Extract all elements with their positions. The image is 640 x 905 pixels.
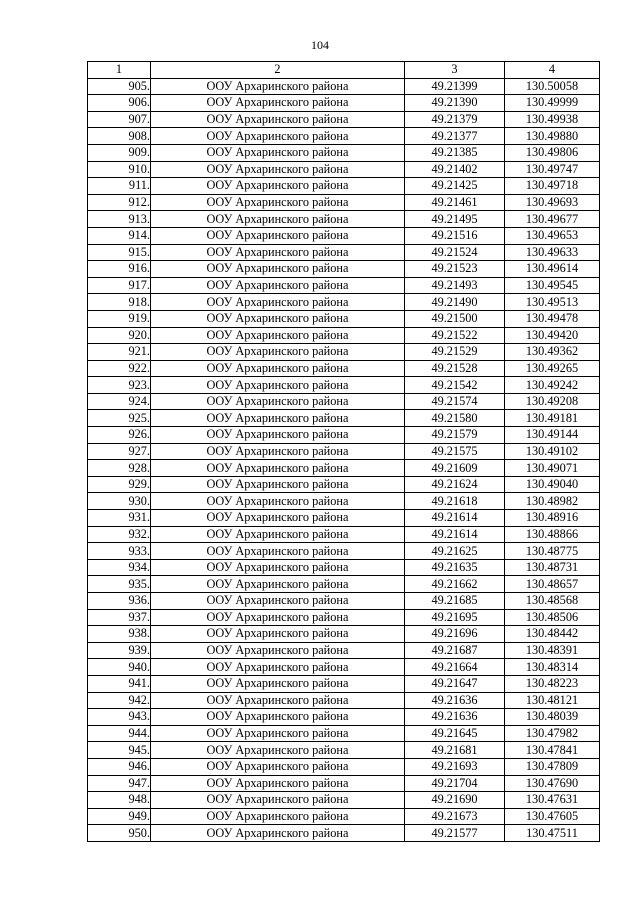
latitude-value: 49.21580 [405, 410, 505, 427]
organization-name: ООУ Архаринского района [151, 559, 405, 576]
longitude-value: 130.48731 [505, 559, 600, 576]
point-number: 923. [88, 377, 151, 394]
latitude-value: 49.21624 [405, 476, 505, 493]
organization-name: ООУ Архаринского района [151, 393, 405, 410]
table-row [88, 493, 600, 510]
longitude-value: 130.49999 [505, 95, 600, 112]
organization-name: ООУ Архаринского района [151, 111, 405, 128]
longitude-value: 130.49545 [505, 277, 600, 294]
latitude-value: 49.21379 [405, 111, 505, 128]
table-row [88, 78, 600, 95]
latitude-value: 49.21495 [405, 211, 505, 228]
organization-name: ООУ Архаринского района [151, 493, 405, 510]
table-row [88, 128, 600, 145]
point-number: 921. [88, 344, 151, 361]
organization-name: ООУ Архаринского района [151, 244, 405, 261]
organization-name: ООУ Архаринского района [151, 310, 405, 327]
latitude-value: 49.21402 [405, 161, 505, 178]
table-row [88, 277, 600, 294]
latitude-value: 49.21385 [405, 144, 505, 161]
longitude-value: 130.49040 [505, 476, 600, 493]
latitude-value: 49.21390 [405, 95, 505, 112]
point-number: 946. [88, 758, 151, 775]
longitude-value: 130.48568 [505, 593, 600, 610]
table-row [88, 211, 600, 228]
latitude-value: 49.21490 [405, 294, 505, 311]
table-row [88, 377, 600, 394]
organization-name: ООУ Архаринского района [151, 360, 405, 377]
latitude-value: 49.21704 [405, 775, 505, 792]
organization-name: ООУ Архаринского района [151, 526, 405, 543]
longitude-value: 130.48039 [505, 709, 600, 726]
point-number: 925. [88, 410, 151, 427]
longitude-value: 130.47631 [505, 792, 600, 809]
point-number: 912. [88, 194, 151, 211]
point-number: 922. [88, 360, 151, 377]
longitude-value: 130.49938 [505, 111, 600, 128]
longitude-value: 130.47605 [505, 808, 600, 825]
longitude-value: 130.49362 [505, 344, 600, 361]
organization-name: ООУ Архаринского района [151, 460, 405, 477]
longitude-value: 130.48866 [505, 526, 600, 543]
point-number: 947. [88, 775, 151, 792]
latitude-value: 49.21529 [405, 344, 505, 361]
organization-name: ООУ Архаринского района [151, 194, 405, 211]
longitude-value: 130.48314 [505, 659, 600, 676]
point-number: 911. [88, 178, 151, 195]
longitude-value: 130.48657 [505, 576, 600, 593]
table-row [88, 360, 600, 377]
longitude-value: 130.49144 [505, 427, 600, 444]
point-number: 929. [88, 476, 151, 493]
organization-name: ООУ Архаринского района [151, 427, 405, 444]
point-number: 914. [88, 227, 151, 244]
point-number: 942. [88, 692, 151, 709]
table-row [88, 161, 600, 178]
latitude-value: 49.21685 [405, 593, 505, 610]
point-number: 907. [88, 111, 151, 128]
latitude-value: 49.21647 [405, 675, 505, 692]
table-row [88, 758, 600, 775]
longitude-value: 130.49633 [505, 244, 600, 261]
longitude-value: 130.49181 [505, 410, 600, 427]
point-number: 918. [88, 294, 151, 311]
latitude-value: 49.21399 [405, 78, 505, 95]
table-row [88, 410, 600, 427]
longitude-value: 130.49653 [505, 227, 600, 244]
latitude-value: 49.21645 [405, 725, 505, 742]
latitude-value: 49.21574 [405, 393, 505, 410]
longitude-value: 130.49614 [505, 261, 600, 278]
latitude-value: 49.21662 [405, 576, 505, 593]
organization-name: ООУ Архаринского района [151, 410, 405, 427]
table-row [88, 443, 600, 460]
longitude-value: 130.49677 [505, 211, 600, 228]
point-number: 920. [88, 327, 151, 344]
latitude-value: 49.21461 [405, 194, 505, 211]
point-number: 945. [88, 742, 151, 759]
column-header-4: 4 [505, 62, 600, 79]
point-number: 917. [88, 277, 151, 294]
longitude-value: 130.48982 [505, 493, 600, 510]
organization-name: ООУ Архаринского района [151, 128, 405, 145]
latitude-value: 49.21575 [405, 443, 505, 460]
organization-name: ООУ Архаринского района [151, 510, 405, 527]
latitude-value: 49.21579 [405, 427, 505, 444]
point-number: 927. [88, 443, 151, 460]
point-number: 909. [88, 144, 151, 161]
latitude-value: 49.21524 [405, 244, 505, 261]
latitude-value: 49.21687 [405, 642, 505, 659]
point-number: 913. [88, 211, 151, 228]
organization-name: ООУ Архаринского района [151, 344, 405, 361]
longitude-value: 130.49513 [505, 294, 600, 311]
table-row [88, 675, 600, 692]
organization-name: ООУ Архаринского района [151, 294, 405, 311]
table-row [88, 543, 600, 560]
table-row [88, 327, 600, 344]
point-number: 935. [88, 576, 151, 593]
longitude-value: 130.47690 [505, 775, 600, 792]
table-row [88, 659, 600, 676]
latitude-value: 49.21614 [405, 510, 505, 527]
point-number: 906. [88, 95, 151, 112]
point-number: 940. [88, 659, 151, 676]
longitude-value: 130.47841 [505, 742, 600, 759]
latitude-value: 49.21528 [405, 360, 505, 377]
point-number: 941. [88, 675, 151, 692]
longitude-value: 130.47511 [505, 825, 600, 842]
latitude-value: 49.21635 [405, 559, 505, 576]
table-row [88, 626, 600, 643]
longitude-value: 130.47982 [505, 725, 600, 742]
table-row [88, 609, 600, 626]
table-row [88, 692, 600, 709]
table-row [88, 476, 600, 493]
latitude-value: 49.21696 [405, 626, 505, 643]
longitude-value: 130.49478 [505, 310, 600, 327]
point-number: 924. [88, 393, 151, 410]
column-header-3: 3 [405, 62, 505, 79]
longitude-value: 130.48223 [505, 675, 600, 692]
longitude-value: 130.49102 [505, 443, 600, 460]
latitude-value: 49.21577 [405, 825, 505, 842]
longitude-value: 130.49693 [505, 194, 600, 211]
organization-name: ООУ Архаринского района [151, 593, 405, 610]
point-number: 944. [88, 725, 151, 742]
longitude-value: 130.48775 [505, 543, 600, 560]
organization-name: ООУ Архаринского района [151, 642, 405, 659]
longitude-value: 130.48391 [505, 642, 600, 659]
table-row [88, 95, 600, 112]
latitude-value: 49.21681 [405, 742, 505, 759]
organization-name: ООУ Архаринского района [151, 825, 405, 842]
organization-name: ООУ Архаринского района [151, 327, 405, 344]
latitude-value: 49.21636 [405, 709, 505, 726]
organization-name: ООУ Архаринского района [151, 95, 405, 112]
point-number: 934. [88, 559, 151, 576]
point-number: 930. [88, 493, 151, 510]
table-row [88, 559, 600, 576]
column-header-1: 1 [88, 62, 151, 79]
point-number: 948. [88, 792, 151, 809]
column-header-2: 2 [151, 62, 405, 79]
table-row [88, 427, 600, 444]
organization-name: ООУ Архаринского района [151, 792, 405, 809]
table-row [88, 825, 600, 842]
point-number: 928. [88, 460, 151, 477]
table-row [88, 593, 600, 610]
table-row [88, 576, 600, 593]
latitude-value: 49.21523 [405, 261, 505, 278]
longitude-value: 130.49880 [505, 128, 600, 145]
table-body [88, 78, 600, 841]
organization-name: ООУ Архаринского района [151, 277, 405, 294]
latitude-value: 49.21500 [405, 310, 505, 327]
table-row [88, 526, 600, 543]
table-row [88, 775, 600, 792]
table-row [88, 244, 600, 261]
table-row [88, 742, 600, 759]
point-number: 936. [88, 593, 151, 610]
latitude-value: 49.21609 [405, 460, 505, 477]
longitude-value: 130.49242 [505, 377, 600, 394]
point-number: 931. [88, 510, 151, 527]
latitude-value: 49.21542 [405, 377, 505, 394]
organization-name: ООУ Архаринского района [151, 178, 405, 195]
longitude-value: 130.48506 [505, 609, 600, 626]
organization-name: ООУ Архаринского района [151, 78, 405, 95]
point-number: 949. [88, 808, 151, 825]
point-number: 910. [88, 161, 151, 178]
latitude-value: 49.21664 [405, 659, 505, 676]
organization-name: ООУ Архаринского района [151, 758, 405, 775]
table-header-row [88, 62, 600, 79]
organization-name: ООУ Архаринского района [151, 543, 405, 560]
coordinates-table [87, 61, 600, 842]
organization-name: ООУ Архаринского района [151, 675, 405, 692]
table-row [88, 261, 600, 278]
table-row [88, 344, 600, 361]
organization-name: ООУ Архаринского района [151, 476, 405, 493]
latitude-value: 49.21618 [405, 493, 505, 510]
latitude-value: 49.21522 [405, 327, 505, 344]
point-number: 908. [88, 128, 151, 145]
organization-name: ООУ Архаринского района [151, 808, 405, 825]
longitude-value: 130.48442 [505, 626, 600, 643]
organization-name: ООУ Архаринского района [151, 443, 405, 460]
longitude-value: 130.50058 [505, 78, 600, 95]
table-row [88, 227, 600, 244]
organization-name: ООУ Архаринского района [151, 211, 405, 228]
latitude-value: 49.21693 [405, 758, 505, 775]
table-row [88, 111, 600, 128]
organization-name: ООУ Архаринского района [151, 261, 405, 278]
latitude-value: 49.21625 [405, 543, 505, 560]
organization-name: ООУ Архаринского района [151, 576, 405, 593]
organization-name: ООУ Архаринского района [151, 775, 405, 792]
latitude-value: 49.21673 [405, 808, 505, 825]
point-number: 937. [88, 609, 151, 626]
longitude-value: 130.49420 [505, 327, 600, 344]
point-number: 933. [88, 543, 151, 560]
table-row [88, 808, 600, 825]
longitude-value: 130.49265 [505, 360, 600, 377]
organization-name: ООУ Архаринского района [151, 609, 405, 626]
point-number: 926. [88, 427, 151, 444]
table-row [88, 294, 600, 311]
longitude-value: 130.48916 [505, 510, 600, 527]
table-row [88, 310, 600, 327]
longitude-value: 130.49806 [505, 144, 600, 161]
longitude-value: 130.49071 [505, 460, 600, 477]
point-number: 905. [88, 78, 151, 95]
longitude-value: 130.49718 [505, 178, 600, 195]
table-row [88, 725, 600, 742]
table-row [88, 178, 600, 195]
organization-name: ООУ Архаринского района [151, 161, 405, 178]
organization-name: ООУ Архаринского района [151, 626, 405, 643]
page-number: 104 [311, 38, 329, 52]
point-number: 919. [88, 310, 151, 327]
latitude-value: 49.21425 [405, 178, 505, 195]
organization-name: ООУ Архаринского района [151, 709, 405, 726]
latitude-value: 49.21695 [405, 609, 505, 626]
point-number: 932. [88, 526, 151, 543]
table-row [88, 393, 600, 410]
organization-name: ООУ Архаринского района [151, 742, 405, 759]
table-row [88, 510, 600, 527]
organization-name: ООУ Архаринского района [151, 144, 405, 161]
table-row [88, 144, 600, 161]
point-number: 939. [88, 642, 151, 659]
point-number: 916. [88, 261, 151, 278]
organization-name: ООУ Архаринского района [151, 659, 405, 676]
longitude-value: 130.47809 [505, 758, 600, 775]
point-number: 950. [88, 825, 151, 842]
table-row [88, 709, 600, 726]
latitude-value: 49.21614 [405, 526, 505, 543]
point-number: 943. [88, 709, 151, 726]
longitude-value: 130.49747 [505, 161, 600, 178]
organization-name: ООУ Архаринского района [151, 725, 405, 742]
point-number: 915. [88, 244, 151, 261]
table-row [88, 642, 600, 659]
organization-name: ООУ Архаринского района [151, 377, 405, 394]
latitude-value: 49.21690 [405, 792, 505, 809]
latitude-value: 49.21636 [405, 692, 505, 709]
latitude-value: 49.21377 [405, 128, 505, 145]
longitude-value: 130.48121 [505, 692, 600, 709]
longitude-value: 130.49208 [505, 393, 600, 410]
table-row [88, 460, 600, 477]
organization-name: ООУ Архаринского района [151, 692, 405, 709]
table-row [88, 792, 600, 809]
latitude-value: 49.21493 [405, 277, 505, 294]
table-row [88, 194, 600, 211]
point-number: 938. [88, 626, 151, 643]
latitude-value: 49.21516 [405, 227, 505, 244]
organization-name: ООУ Архаринского района [151, 227, 405, 244]
